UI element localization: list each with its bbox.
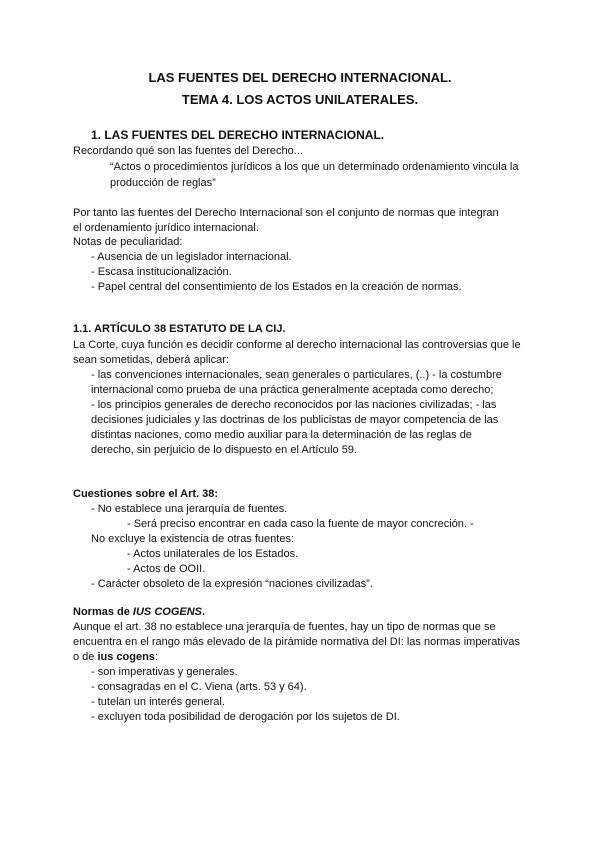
section-1-1-heading: 1.1. ARTÍCULO 38 ESTATUTO DE LA CIJ. — [73, 323, 286, 335]
title-line-2: TEMA 4. LOS ACTOS UNILATERALES. — [181, 92, 419, 107]
article-38-line: La Corte, cuya función es decidir conforme al derecho internacional las controversias que le — [73, 339, 521, 351]
paragraph-line-2: el ordenamiento jurídico internacional. — [73, 222, 259, 234]
ius-item: - consagradas en el C. Viena (arts. 53 y 64). — [91, 681, 307, 693]
cuestiones-item: - Actos de OOII. — [127, 563, 206, 575]
ius-heading-emphasis: IUS COGENS — [132, 606, 202, 618]
ius-cogens-heading — [73, 605, 205, 620]
article-38-line: derecho, sin perjuicio de lo dispuesto en el Artículo 59. — [91, 444, 357, 456]
cuestiones-item: - No establece una jerarquía de fuentes. — [91, 503, 288, 515]
cuestiones-item: No excluye la existencia de otras fuentes: — [91, 533, 295, 545]
ius-paragraph-line — [73, 650, 158, 665]
cuestiones-item: - Carácter obsoleto de la expresión “naciones civilizadas”. — [91, 578, 373, 590]
ius-heading-suffix: . — [202, 606, 206, 618]
note-item: - Escasa institucionalización. — [91, 266, 232, 278]
ius-cogens-term: ius cogens — [97, 651, 155, 663]
ius-heading-prefix: Normas de — [73, 606, 133, 618]
ius-line3-prefix: o de — [73, 651, 98, 663]
article-38-line: internacional como prueba de una práctica generalmente aceptada como derecho; — [91, 384, 494, 396]
article-38-line: - las convenciones internacionales, sean generales o particulares, (..) - la costumbre — [91, 369, 502, 381]
ius-item: - son imperativas y generales. — [91, 666, 238, 678]
note-item: - Papel central del consentimiento de los Estados en la creación de normas. — [91, 281, 462, 293]
ius-paragraph-line: encuentra en el rango más elevado de la pirámide normativa del DI: las normas imperativas — [73, 636, 520, 648]
ius-item: - tutelan un interés general. — [91, 696, 225, 708]
article-38-line: sean sometidas, deberá aplicar: — [73, 354, 229, 366]
section-1-intro: Recordando qué son las fuentes del Derecho... — [73, 145, 303, 157]
notes-label: Notas de peculiaridad: — [73, 236, 183, 248]
section-1-heading: 1. LAS FUENTES DEL DERECHO INTERNACIONAL. — [91, 128, 385, 142]
article-38-line: - los principios generales de derecho reconocidos por las naciones civilizadas; - las — [91, 399, 497, 411]
title-line-1: LAS FUENTES DEL DERECHO INTERNACIONAL. — [148, 70, 452, 85]
article-38-line: distintas naciones, como medio auxiliar para la determinación de las reglas de — [91, 429, 472, 441]
ius-paragraph-line: Aunque el art. 38 no establece una jerarquía de fuentes, hay un tipo de normas que se — [73, 621, 496, 633]
ius-line3-suffix: : — [154, 651, 158, 663]
definition-quote-line-2: producción de reglas” — [110, 177, 216, 189]
note-item: - Ausencia de un legislador internacional. — [91, 251, 292, 263]
cuestiones-heading: Cuestiones sobre el Art. 38: — [73, 488, 219, 500]
article-38-line: decisiones judiciales y las doctrinas de los publicistas de mayor competencia de las — [91, 414, 499, 426]
paragraph-line-1: Por tanto las fuentes del Derecho Internacional son el conjunto de normas que integran — [73, 207, 499, 219]
definition-quote-line-1: “Actos o procedimientos jurídicos a los que un determinado ordenamiento vincula la — [110, 161, 519, 173]
cuestiones-item: - Actos unilaterales de los Estados. — [127, 548, 299, 560]
ius-item: - excluyen toda posibilidad de derogación por los sujetos de DI. — [91, 711, 400, 723]
cuestiones-item: - Será preciso encontrar en cada caso la fuente de mayor concreción. - — [127, 518, 474, 530]
